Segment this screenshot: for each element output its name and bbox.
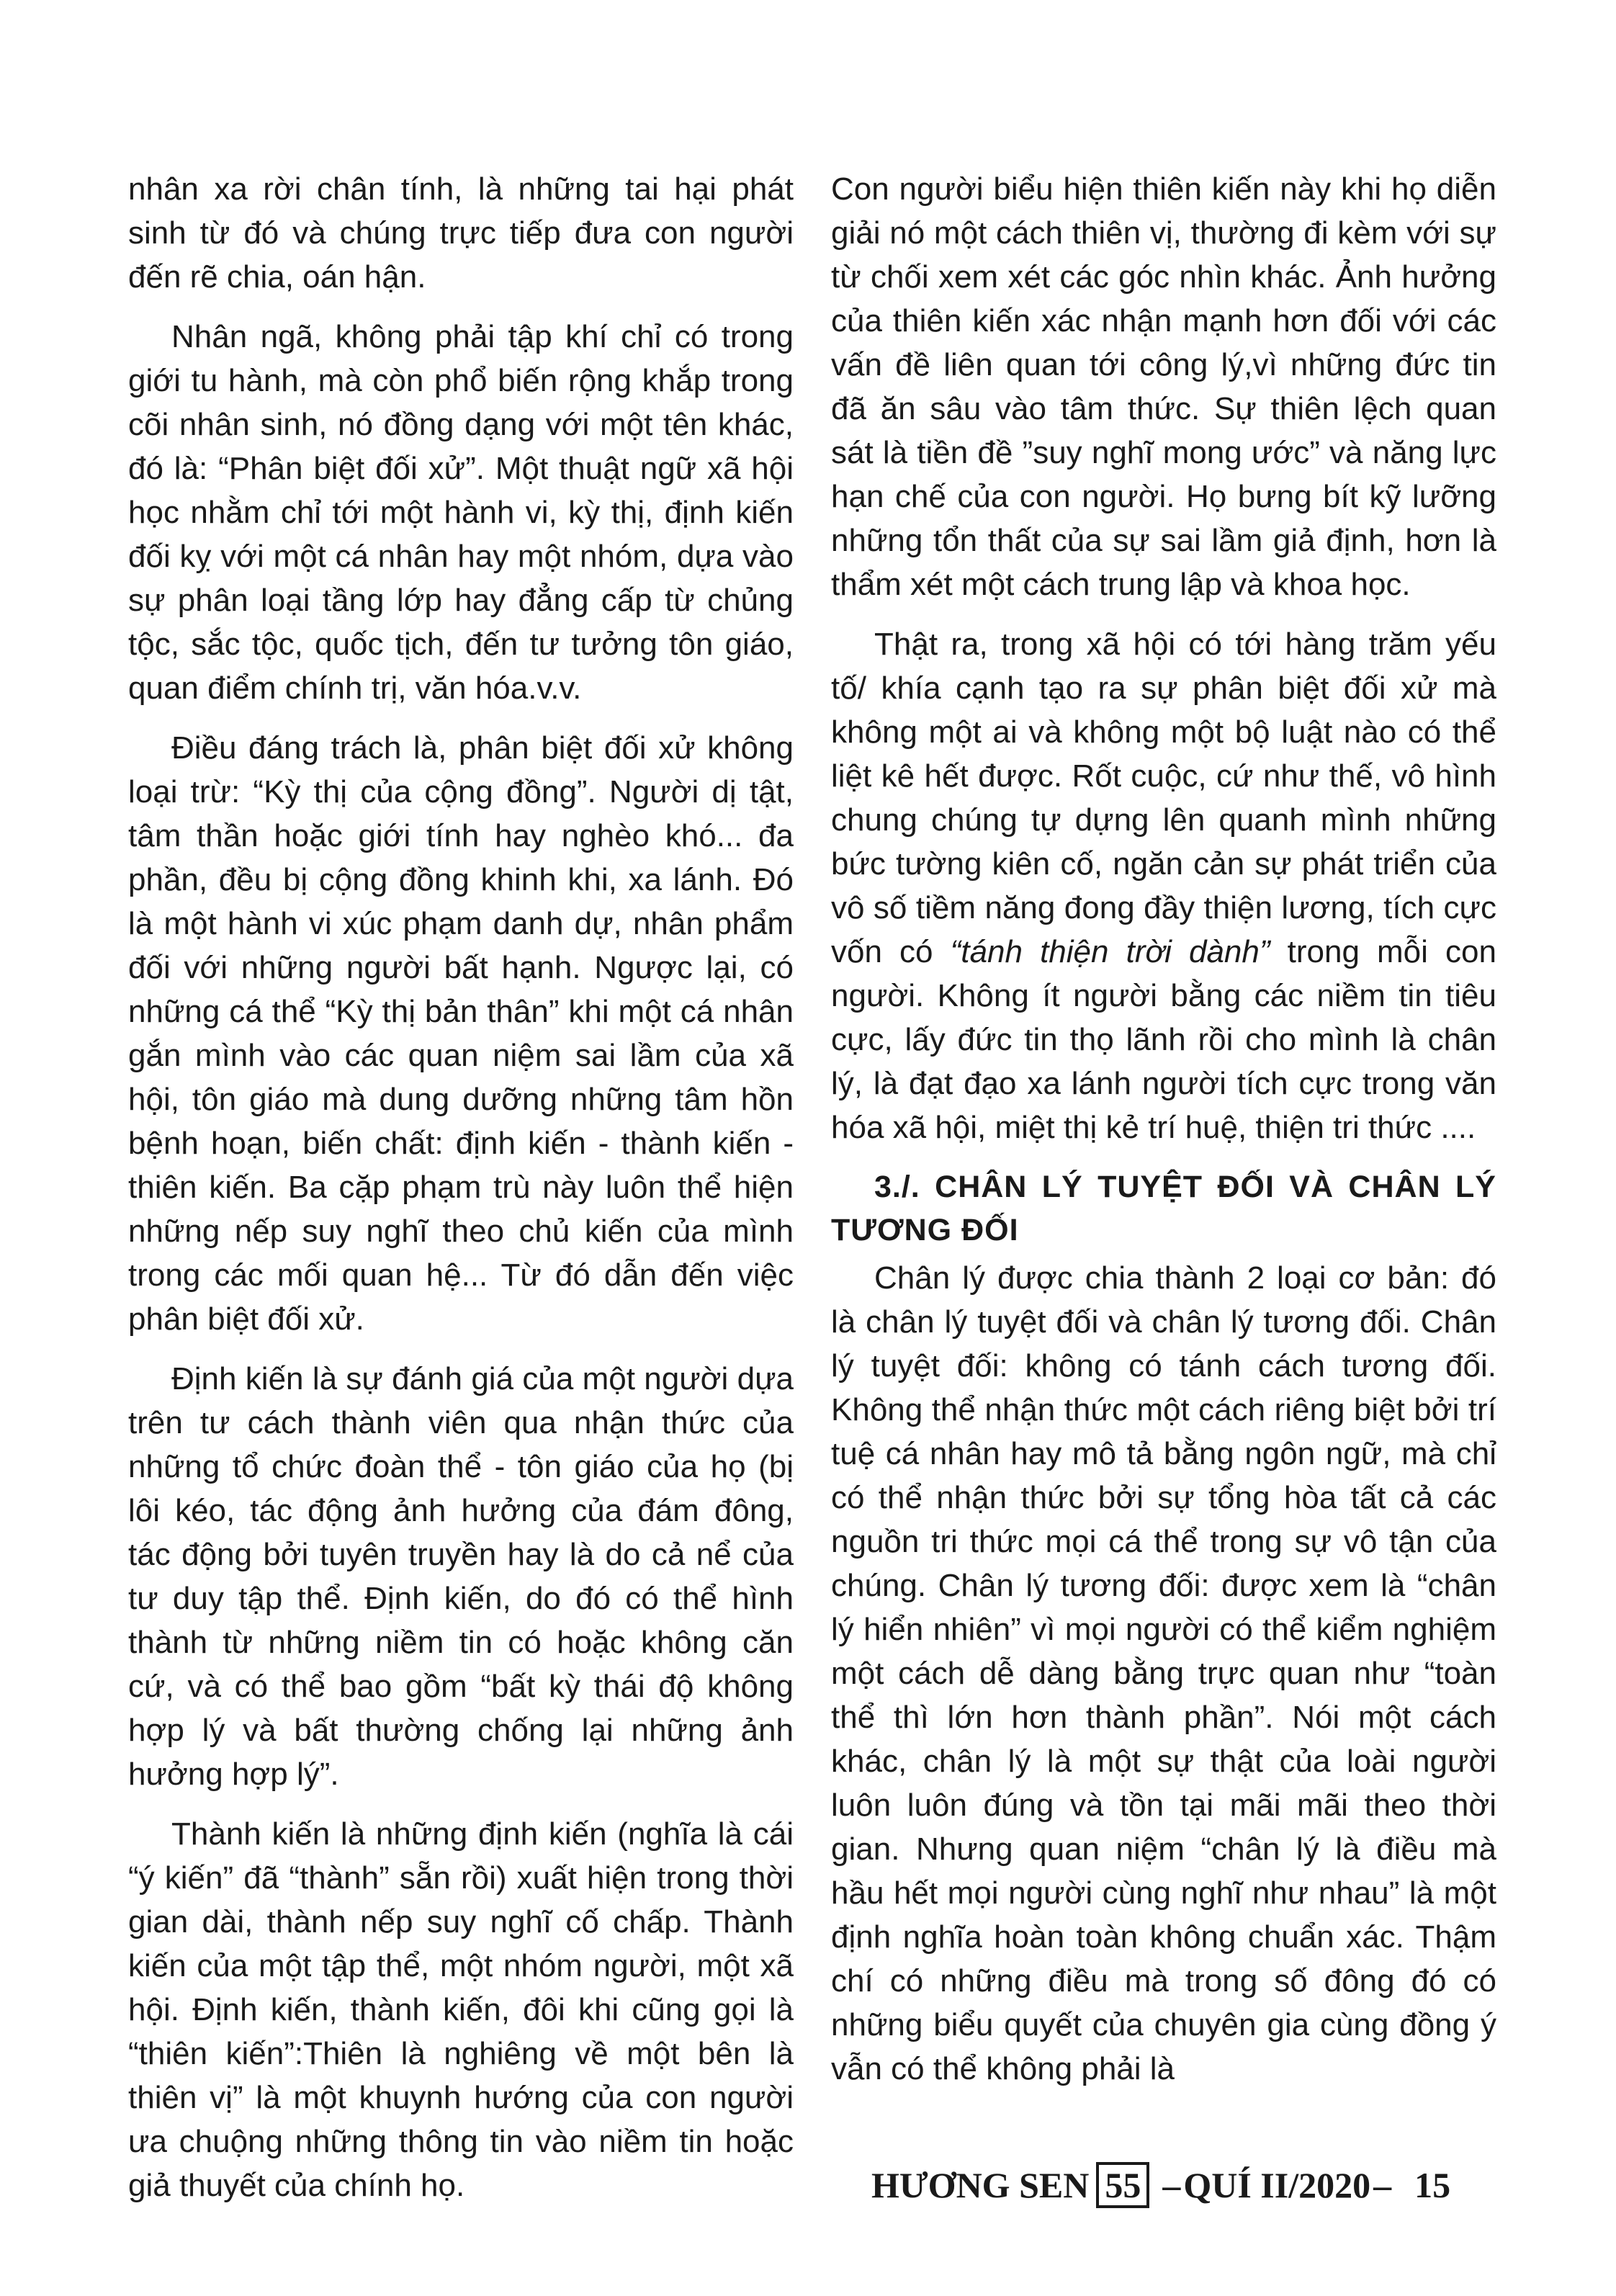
paragraph-text: trong mỗi con người. Không ít người bằng các niềm tin tiêu cực, lấy đức tin thọ lãnh rồi cho mình là chân lý, là đạt đạo xa lánh người tích cực trong văn hóa xã hội, miệt thị kẻ trí huệ, thiện tri thức .... [831,934,1496,1145]
paragraph: nhân xa rời chân tính, là những tai hại phát sinh từ đó và chúng trực tiếp đưa con người đến rẽ chia, oán hận. [128,171,794,295]
issue-quarter: QUÍ II/2020 [1183,2165,1371,2205]
page-number: 15 [1414,2165,1451,2205]
footer-dash: – [1162,2165,1181,2205]
section-heading: 3./. CHÂN LÝ TUYỆT ĐỐI VÀ CHÂN LÝ TƯƠNG ĐỐI [831,1170,1496,1247]
paragraph: Nhân ngã, không phải tập khí chỉ có trong giới tu hành, mà còn phổ biến rộng khắp trong cõi nhân sinh, nó đồng dạng với một tên khác, đó là: “Phân biệt đối xử”. Một thuật ngữ xã hội học nhằm chỉ tới một hành vi, kỳ thị, định kiến đối kỵ với một cá nhân hay một nhóm, dựa vào sự phân loại tầng lớp hay đẳng cấp từ chủng tộc, sắc tộc, quốc tịch, đến tư tưởng tôn giáo, quan điểm chính trị, văn hóa.v.v. [128,319,794,706]
paragraph: Định kiến là sự đánh giá của một người dựa trên tư cách thành viên qua nhận thức của những tổ chức đoàn thể - tôn giáo của họ (bị lôi kéo, tác động ảnh hưởng của đám đông, tác động bởi tuyên truyền hay là do cả nể của tư duy tập thể. Định kiến, do đó có thể hình thành từ những niềm tin có hoặc không căn cứ, và có thể bao gồm “bất kỳ thái độ không hợp lý và bất thường chống lại những ảnh hưởng hợp lý”. [128,1361,794,1792]
paragraph [831,622,1496,1149]
paragraph: Chân lý được chia thành 2 loại cơ bản: đó là chân lý tuyệt đối và chân lý tương đối. Chân lý tuyệt đối: không có tánh cách tương đối. Không thể nhận thức một cách riêng biệt bởi trí tuệ cá nhân hay mô tả bằng ngôn ngữ, mà chỉ có thể nhận thức bởi sự tổng hòa tất cả các nguồn tri thức mọi cá thể trong sự vô tận của chúng. Chân lý tương đối: được xem là “chân lý hiển nhiên” vì mọi người có thể kiểm nghiệm một cách dễ dàng bằng trực quan như “toàn thể thì lớn hơn thành phần”. Nói một cách khác, chân lý là một sự thật của loài người luôn luôn đúng và tồn tại mãi mãi theo thời gian. Nhưng quan niệm “chân lý là điều mà hầu hết mọi người cùng nghĩ như nhau” là một định nghĩa hoàn toàn không chuẩn xác. Thậm chí có những điều mà trong số đông đó có những biểu quyết của chuyên gia cùng đồng ý vẫn có thể không phải là [831,1260,1496,2086]
right-column [831,167,1496,2107]
footer-dash: – [1373,2165,1392,2205]
paragraph: Thành kiến là những định kiến (nghĩa là cái “ý kiến” đã “thành” sẵn rồi) xuất hiện trong thời gian dài, thành nếp suy nghĩ cố chấp. Thành kiến của một tập thể, một nhóm người, một xã hội. Định kiến, thành kiến, đôi khi cũng gọi là “thiên kiến”:Thiên là nghiêng về một bên là thiên vị” là một khuynh hướng của con người ưa chuộng những thông tin vào niềm tin hoặc giả thuyết của chính họ. [128,1816,794,2203]
italic-quote: “tánh thiện trời dành” [950,934,1270,969]
left-column [128,167,794,2223]
paragraph: Điều đáng trách là, phân biệt đối xử không loại trừ: “Kỳ thị của cộng đồng”. Người dị tật, tâm thần hoặc giới tính hay nghèo khó... đa phần, đều bị cộng đồng khinh khi, xa lánh. Đó là một hành vi xúc phạm danh dự, nhân phẩm đối với những người bất hạnh. Ngược lại, có những cá thể “Kỳ thị bản thân” khi một cá nhân gắn mình vào các quan niệm sai lầm của xã hội, tôn giáo mà dung dưỡng những tâm hồn bệnh hoạn, biến chất: định kiến - thành kiến - thiên kiến. Ba cặp phạm trù này luôn thể hiện những nếp suy nghĩ theo chủ kiến của mình trong các mối quan hệ... Từ đó dẫn đến việc phân biệt đối xử. [128,730,794,1337]
paragraph: Con người biểu hiện thiên kiến này khi họ diễn giải nó một cách thiên vị, thường đi kèm với sự từ chối xem xét các góc nhìn khác. Ảnh hưởng của thiên kiến xác nhận mạnh hơn đối với các vấn đề liên quan tới công lý,vì những đức tin đã ăn sâu vào tâm thức. Sự thiên lệch quan sát là tiền đề ”suy nghĩ mong ước” và năng lực hạn chế của con người. Họ bưng bít kỹ lưỡng những tổn thất của sự sai lầm giả định, hơn là thẩm xét một cách trung lập và khoa học. [831,171,1496,602]
issue-number: 55 [1096,2162,1149,2208]
magazine-name: HƯƠNG SEN [871,2165,1090,2205]
paragraph-text: Thật ra, trong xã hội có tới hàng trăm yếu tố/ khía cạnh tạo ra sự phân biệt đối xử mà không một ai và không một bộ luật nào có thể liệt kê hết được. Rốt cuộc, cứ như thế, vô hình chung chúng tự dựng lên quanh mình những bức tường kiên cố, ngăn cản sự phát triển của vô số tiềm năng đong đầy thiện lương, tích cực vốn có [831,627,1496,969]
page-footer [871,2158,1505,2212]
